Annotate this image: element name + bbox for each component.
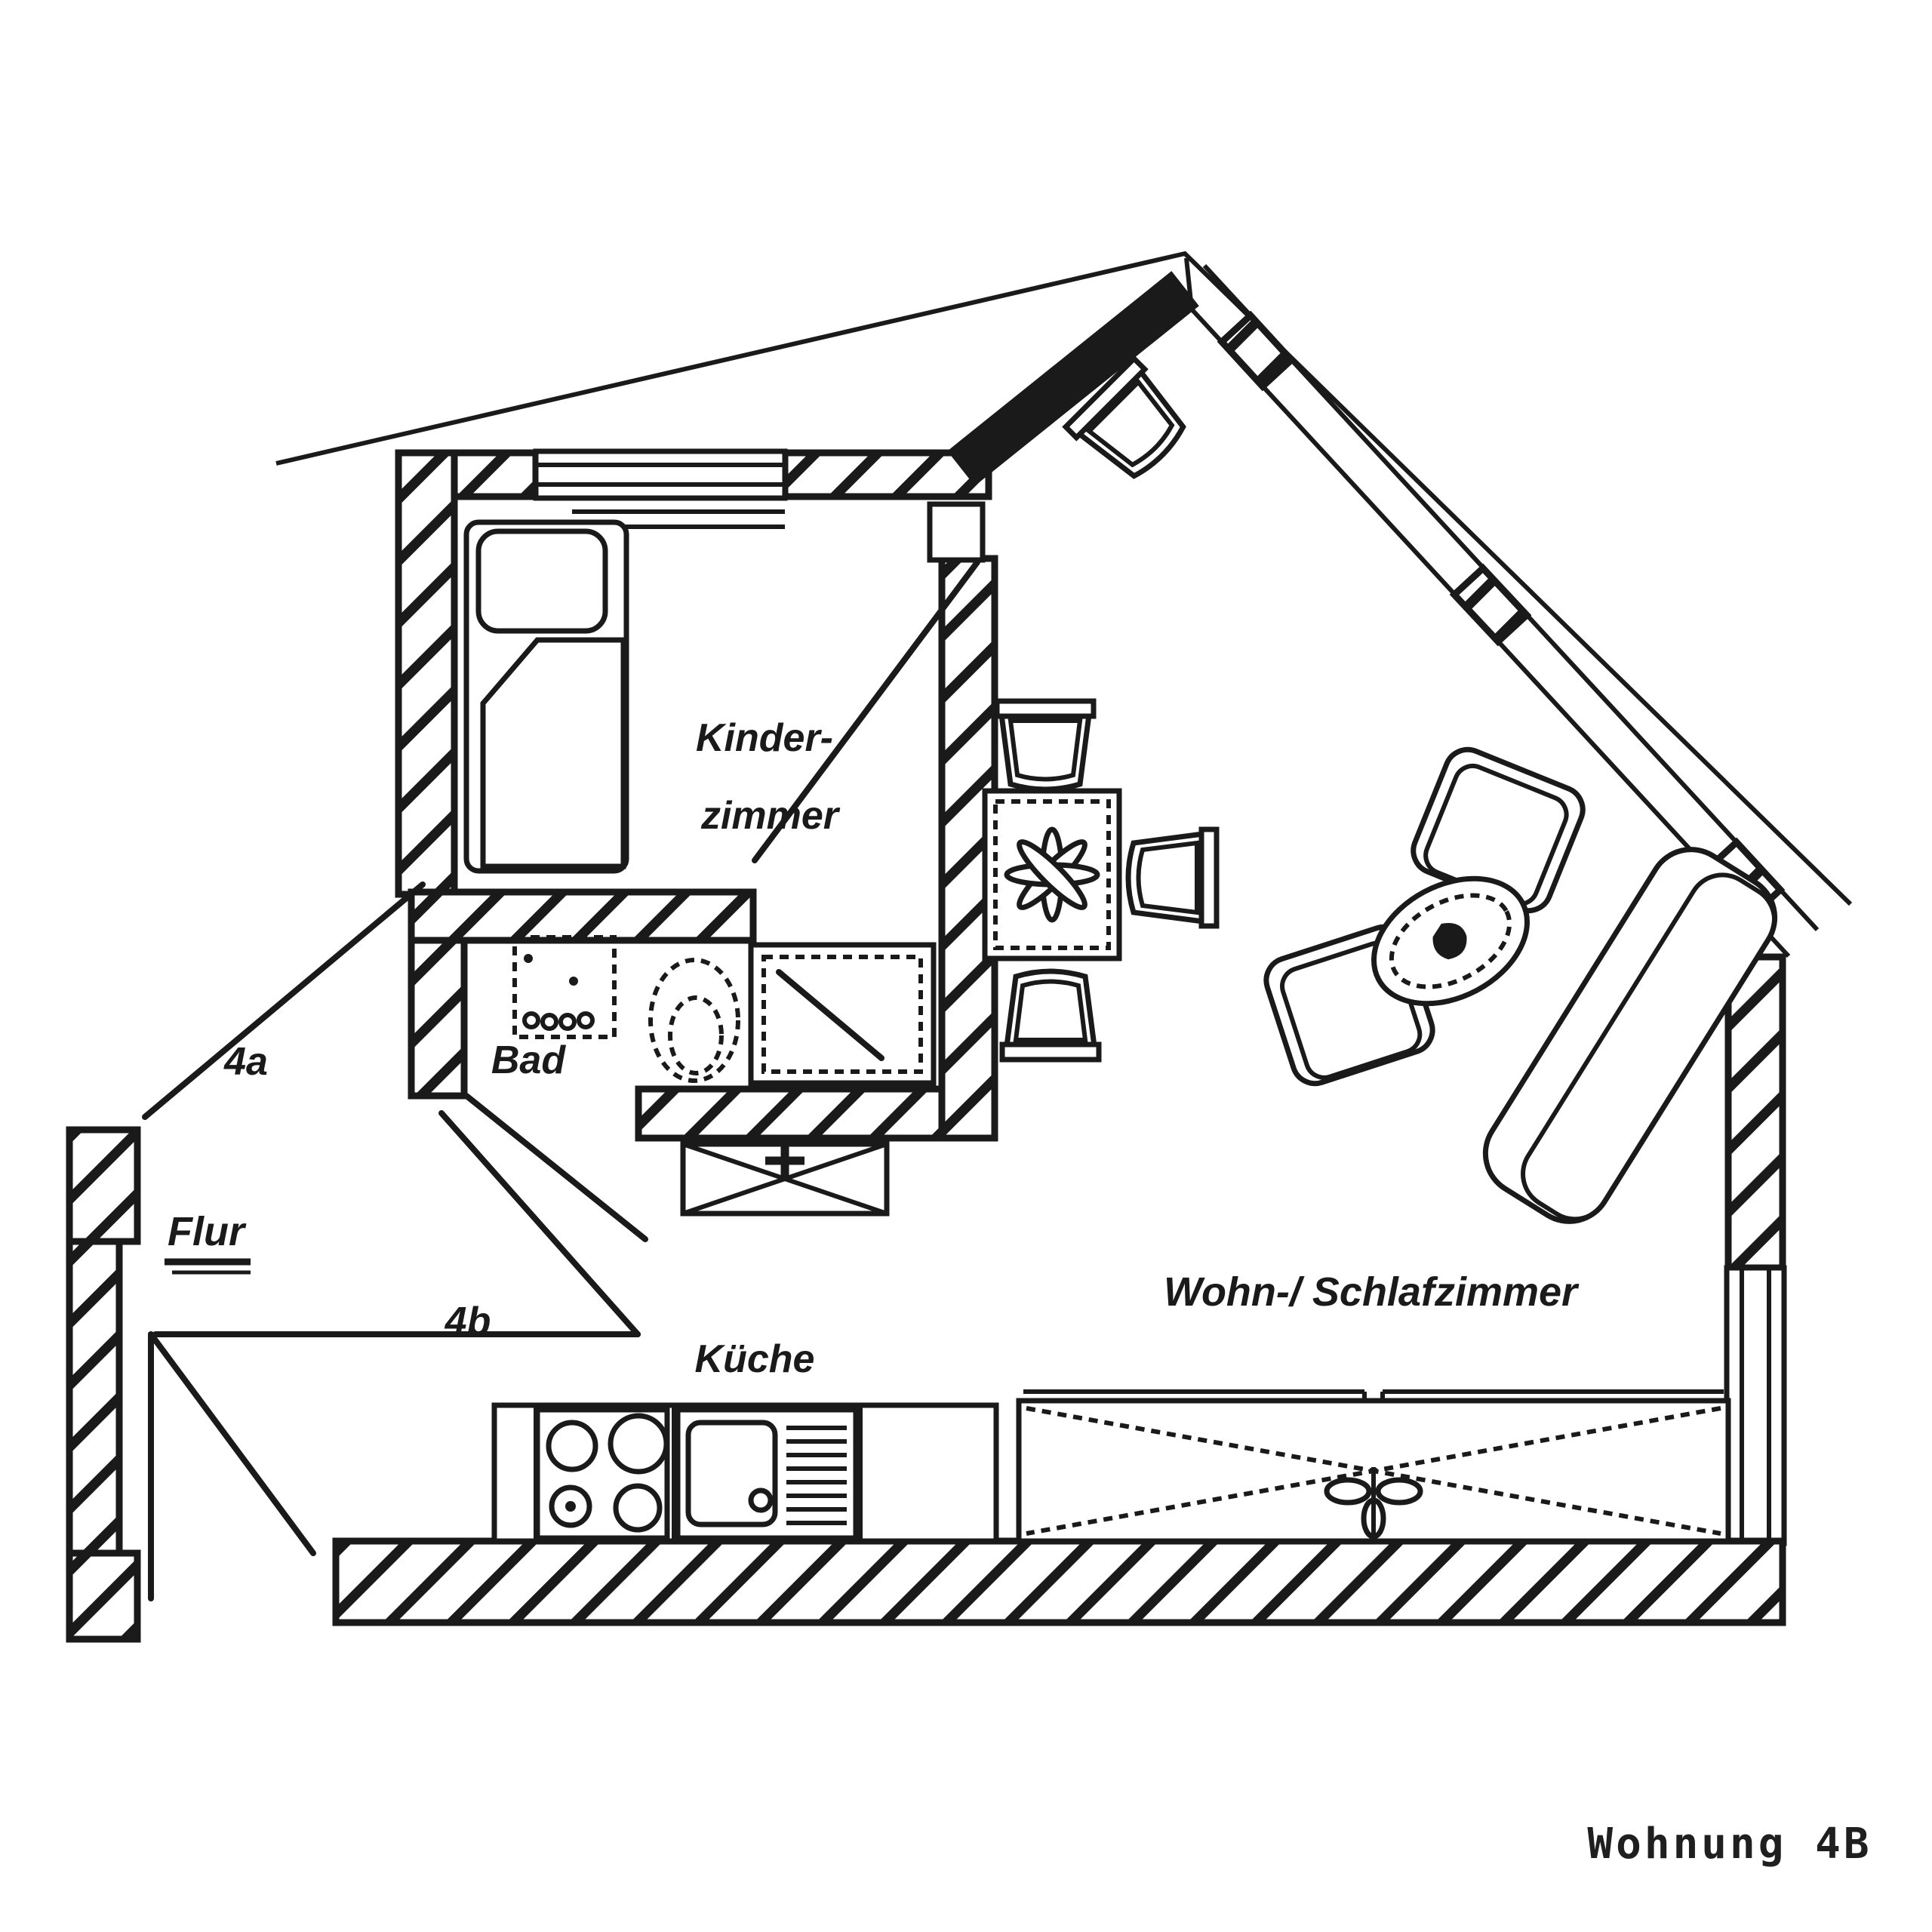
room-label-kueche: Küche	[694, 1337, 815, 1381]
room-label-bad: Bad	[491, 1038, 566, 1082]
wall-right-upper	[1728, 957, 1783, 1268]
room-label-flur: Flur	[168, 1209, 245, 1254]
vent-shaft	[683, 1141, 887, 1214]
chair-right	[1128, 829, 1217, 926]
door-label-4b: 4b	[445, 1300, 491, 1343]
window-right-wall	[1727, 1268, 1784, 1543]
wall-bad-west	[411, 940, 464, 1096]
room-label-kinderzimmer-line1: Kinder-	[696, 716, 833, 760]
shower	[751, 945, 934, 1083]
plan-caption: Wohnung 4B	[1587, 1820, 1872, 1869]
wall-kinderzimmer-bad	[411, 892, 753, 940]
kinderzimmer-bed	[466, 522, 626, 871]
stove	[537, 1410, 667, 1538]
chair-top	[997, 701, 1094, 789]
plant	[1007, 829, 1097, 920]
wall-left-kinderzimmer	[398, 453, 454, 894]
wardrobe	[1019, 1392, 1728, 1541]
kitchen-sink	[678, 1410, 856, 1538]
pillow	[478, 531, 605, 631]
room-label-wohn-schlafzimmer: Wohn-/ Schlafzimmer	[1163, 1269, 1578, 1315]
room-label-kinderzimmer-line2: zimmer	[700, 794, 839, 838]
door-label-4a: 4a	[224, 1040, 268, 1084]
kitchen-counter	[494, 1405, 996, 1541]
wall-bottom	[336, 1541, 1783, 1623]
chair-bottom	[1002, 971, 1099, 1060]
door-jamb-block	[930, 504, 983, 560]
